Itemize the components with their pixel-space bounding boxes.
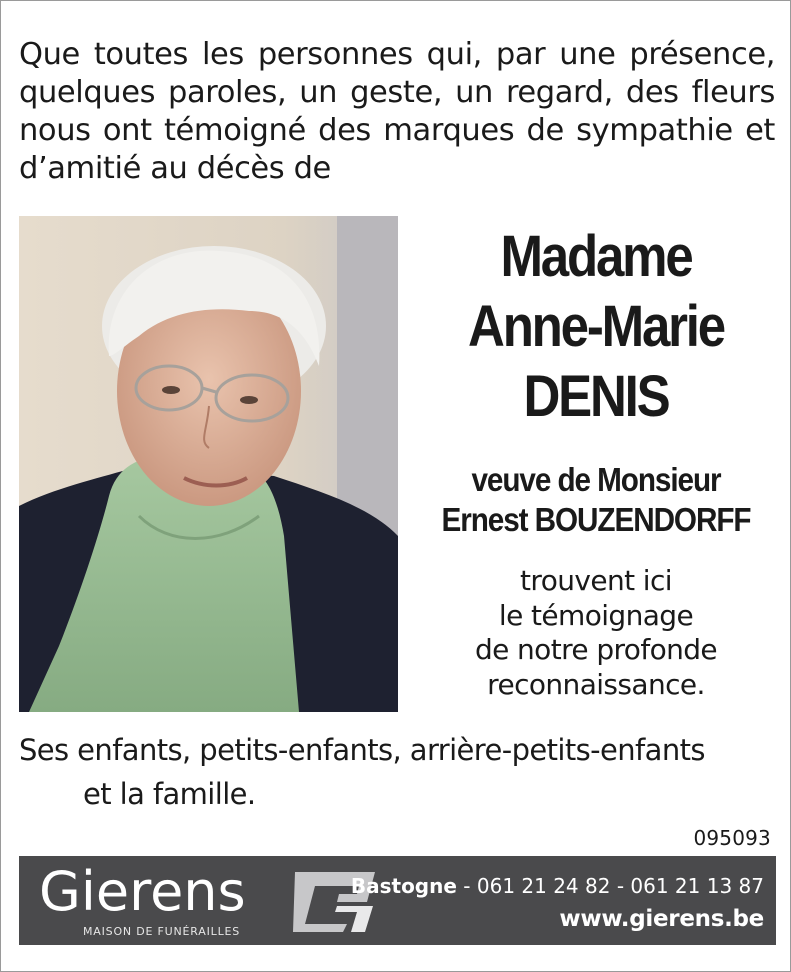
thanks-line-3: de notre profonde bbox=[474, 633, 718, 666]
thanks-line-2: le témoignage bbox=[498, 598, 694, 632]
phone-numbers: - 061 21 24 82 - 061 21 13 87 bbox=[456, 874, 764, 898]
city-name: Bastogne bbox=[350, 874, 457, 898]
contact-line bbox=[351, 874, 764, 898]
family-line-1: Ses enfants, petits-enfants, arrière-petits-enfants bbox=[19, 733, 705, 767]
deceased-first-name: Anne-Marie bbox=[468, 294, 724, 359]
deceased-block bbox=[410, 222, 782, 702]
reference-number: 095093 bbox=[693, 826, 771, 850]
family-signature bbox=[19, 728, 779, 816]
thanks-line-1: trouvent ici bbox=[520, 564, 672, 597]
widow-line-1: veuve de Monsieur bbox=[471, 461, 721, 498]
logo-tagline: MAISON DE FUNÉRAILLES bbox=[83, 925, 241, 938]
widow-line-2: Ernest BOUZENDORFF bbox=[441, 501, 751, 538]
portrait-photo bbox=[19, 216, 398, 712]
family-line-2: et la famille. bbox=[83, 777, 256, 811]
funeral-home-banner bbox=[19, 856, 776, 945]
thanks-line-4: reconnaissance. bbox=[487, 667, 705, 701]
deceased-title: Madame bbox=[500, 224, 692, 289]
intro-paragraph: Que toutes les personnes qui, par une présence, quelques paroles, un geste, un regard, des fleurs nous ont témoigné des marques de sympathie et d’amitié au décès de bbox=[19, 37, 775, 186]
thanks-message bbox=[410, 564, 782, 702]
deceased-last-name: DENIS bbox=[523, 364, 669, 429]
gierens-logo-text: Gierens bbox=[39, 860, 246, 923]
website-link[interactable]: www.gierens.be bbox=[559, 906, 764, 932]
widow-notice bbox=[429, 460, 764, 540]
